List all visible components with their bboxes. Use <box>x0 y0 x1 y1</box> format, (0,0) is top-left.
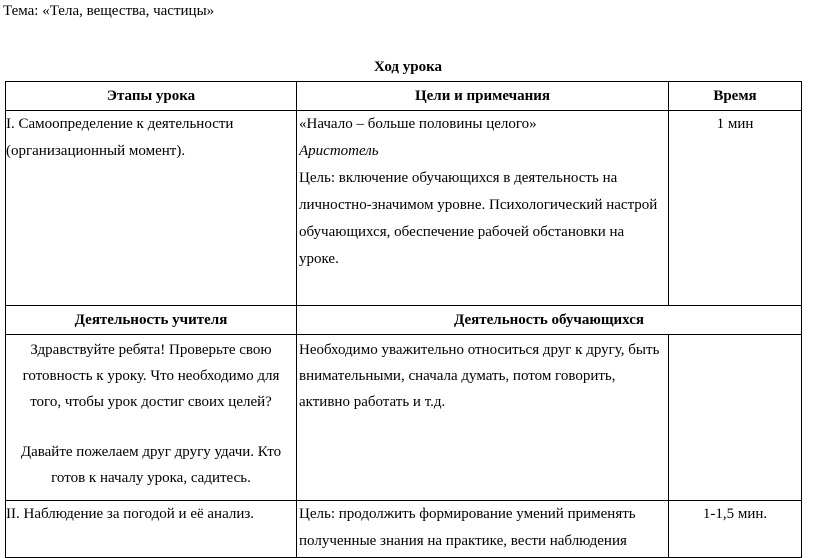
student-activity-empty-cell <box>669 335 802 501</box>
student-activity: Необходимо уважительно относиться друг к другу, быть внимательными, сначала думать, потом говорить, активно работать и т.д. <box>297 335 669 501</box>
header-teacher-activity: Деятельность учителя <box>6 306 297 335</box>
table-header-row <box>6 82 802 111</box>
teacher-activity-para1: Здравствуйте ребята! Проверьте свою готовность к уроку. Что необходимо для того, чтобы урок достиг своих целей? <box>22 342 280 410</box>
lesson-table <box>5 81 802 558</box>
stage-1-quote: «Начало – больше половины целого» <box>299 116 537 132</box>
stage-1-author: Аристотель <box>299 143 379 159</box>
stage-1-goals <box>297 111 669 306</box>
stage-1-title <box>6 111 297 306</box>
stage-2-goal: Цель: продолжить формирование умений применять полученные знания на практике, вести наблюдения <box>297 501 669 558</box>
teacher-activity-spacer <box>8 415 294 439</box>
stage-1-title-line2: (организационный момент). <box>6 143 186 159</box>
table-row-activities <box>6 335 802 501</box>
header-student-activity: Деятельность обучающихся <box>297 306 802 335</box>
teacher-activity-para2: Давайте пожелаем друг другу удачи. Кто готов к началу урока, садитесь. <box>20 444 282 486</box>
activity-header-row <box>6 306 802 335</box>
table-row-stage-1 <box>6 111 802 306</box>
teacher-activity <box>6 335 297 501</box>
table-row-stage-2 <box>6 501 802 558</box>
lesson-topic: Тема: «Тела, вещества, частицы» <box>3 3 215 19</box>
stage-1-goal: Цель: включение обучающихся в деятельность на личностно-значимом уровне. Психологический настрой обучающихся, обеспечение рабочей обстановки на уроке. <box>299 170 658 267</box>
lesson-flow-heading: Ход урока <box>373 59 443 75</box>
header-goals: Цели и примечания <box>297 82 669 111</box>
stage-2-time: 1-1,5 мин. <box>669 501 802 558</box>
header-time: Время <box>669 82 802 111</box>
stage-2-title: II. Наблюдение за погодой и её анализ. <box>6 501 297 558</box>
header-stages: Этапы урока <box>6 82 297 111</box>
stage-1-time: 1 мин <box>669 111 802 306</box>
stage-1-title-line1: I. Самоопределение к деятельности <box>6 116 234 132</box>
